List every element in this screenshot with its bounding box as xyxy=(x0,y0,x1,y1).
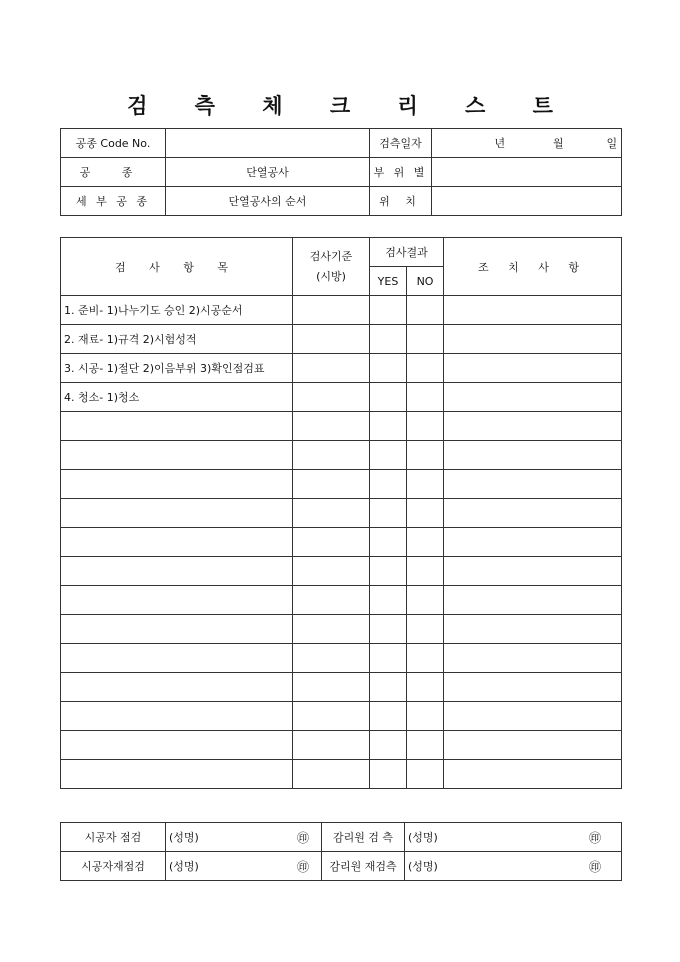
row-standard[interactable] xyxy=(293,499,370,528)
row-item[interactable] xyxy=(61,673,293,702)
row-yes-checkbox[interactable] xyxy=(370,441,407,470)
supervisor-recheck-label: 감리원 재검측 xyxy=(322,852,405,881)
contractor-recheck-name[interactable]: (성명) xyxy=(166,852,266,881)
row-action[interactable] xyxy=(444,528,622,557)
row-item[interactable] xyxy=(61,412,293,441)
row-no-checkbox[interactable] xyxy=(407,499,444,528)
row-no-checkbox[interactable] xyxy=(407,383,444,412)
row-standard[interactable] xyxy=(293,470,370,499)
contractor-check-label: 시공자 점검 xyxy=(61,823,166,852)
detail-label: 세 부 공 종 xyxy=(61,187,166,216)
row-yes-checkbox[interactable] xyxy=(370,354,407,383)
col-yes-header: YES xyxy=(370,267,407,296)
row-no-checkbox[interactable] xyxy=(407,441,444,470)
inspection-rows xyxy=(61,296,622,789)
row-yes-checkbox[interactable] xyxy=(370,499,407,528)
table-row xyxy=(61,673,622,702)
row-yes-checkbox[interactable] xyxy=(370,470,407,499)
row-standard[interactable] xyxy=(293,296,370,325)
part-label: 부 위 별 xyxy=(370,158,432,187)
supervisor-recheck-name[interactable]: (성명) xyxy=(405,852,505,881)
row-item[interactable]: 4. 청소- 1)청소 xyxy=(61,383,293,412)
row-no-checkbox[interactable] xyxy=(407,412,444,441)
row-item[interactable]: 2. 재료- 1)규격 2)시험성적 xyxy=(61,325,293,354)
table-row xyxy=(61,528,622,557)
row-item[interactable] xyxy=(61,470,293,499)
table-row xyxy=(61,412,622,441)
row-yes-checkbox[interactable] xyxy=(370,412,407,441)
table-row xyxy=(61,760,622,789)
row-action[interactable] xyxy=(444,470,622,499)
row-yes-checkbox[interactable] xyxy=(370,615,407,644)
row-yes-checkbox[interactable] xyxy=(370,383,407,412)
row-standard[interactable] xyxy=(293,441,370,470)
row-standard[interactable] xyxy=(293,731,370,760)
row-yes-checkbox[interactable] xyxy=(370,760,407,789)
row-no-checkbox[interactable] xyxy=(407,325,444,354)
row-no-checkbox[interactable] xyxy=(407,470,444,499)
row-item[interactable] xyxy=(61,731,293,760)
table-row xyxy=(61,441,622,470)
row-action[interactable] xyxy=(444,760,622,789)
row-action[interactable] xyxy=(444,673,622,702)
row-action[interactable] xyxy=(444,615,622,644)
row-standard[interactable] xyxy=(293,383,370,412)
row-yes-checkbox[interactable] xyxy=(370,557,407,586)
col-standard-line1: 검사기준 xyxy=(309,249,353,263)
table-row xyxy=(61,383,622,412)
row-yes-checkbox[interactable] xyxy=(370,586,407,615)
supervisor-check-name[interactable]: (성명) xyxy=(405,823,505,852)
signature-table xyxy=(60,822,622,881)
row-action[interactable] xyxy=(444,586,622,615)
table-row xyxy=(61,499,622,528)
row-yes-checkbox[interactable] xyxy=(370,528,407,557)
table-row xyxy=(61,731,622,760)
row-action[interactable] xyxy=(444,325,622,354)
contractor-check-name[interactable]: (성명) xyxy=(166,823,266,852)
date-day-label: 일 xyxy=(606,137,618,150)
row-action[interactable] xyxy=(444,354,622,383)
header-table xyxy=(60,128,622,216)
row-yes-checkbox[interactable] xyxy=(370,325,407,354)
row-item[interactable] xyxy=(61,528,293,557)
row-item[interactable] xyxy=(61,499,293,528)
row-action[interactable] xyxy=(444,644,622,673)
row-action[interactable] xyxy=(444,383,622,412)
col-no-header: NO xyxy=(407,267,444,296)
row-standard[interactable] xyxy=(293,615,370,644)
code-label: 공종 Code No. xyxy=(61,129,166,158)
table-row xyxy=(61,586,622,615)
row-standard[interactable] xyxy=(293,557,370,586)
row-action[interactable] xyxy=(444,412,622,441)
row-standard[interactable] xyxy=(293,412,370,441)
row-no-checkbox[interactable] xyxy=(407,702,444,731)
supervisor-check-seal-icon: ㊞ xyxy=(505,823,622,852)
table-row xyxy=(61,296,622,325)
row-action[interactable] xyxy=(444,702,622,731)
location-field[interactable] xyxy=(432,187,622,216)
row-action[interactable] xyxy=(444,296,622,325)
row-yes-checkbox[interactable] xyxy=(370,673,407,702)
col-result-header: 검사결과 xyxy=(370,238,444,267)
row-standard[interactable] xyxy=(293,644,370,673)
row-no-checkbox[interactable] xyxy=(407,354,444,383)
row-item[interactable] xyxy=(61,441,293,470)
date-label: 검측일자 xyxy=(370,129,432,158)
date-year-label: 년 xyxy=(494,137,506,150)
row-standard[interactable] xyxy=(293,760,370,789)
row-item[interactable]: 1. 준비- 1)나누기도 승인 2)시공순서 xyxy=(61,296,293,325)
row-yes-checkbox[interactable] xyxy=(370,644,407,673)
row-action[interactable] xyxy=(444,499,622,528)
row-standard[interactable] xyxy=(293,528,370,557)
col-standard-header xyxy=(293,238,370,296)
row-item[interactable] xyxy=(61,702,293,731)
page-title: 검 측 체 크 리 스 트 xyxy=(127,93,573,118)
col-item-header: 검 사 항 목 xyxy=(61,238,293,296)
row-standard[interactable] xyxy=(293,702,370,731)
col-action-header: 조 치 사 항 xyxy=(444,238,622,296)
row-action[interactable] xyxy=(444,557,622,586)
row-no-checkbox[interactable] xyxy=(407,557,444,586)
row-standard[interactable] xyxy=(293,325,370,354)
row-no-checkbox[interactable] xyxy=(407,644,444,673)
row-no-checkbox[interactable] xyxy=(407,296,444,325)
row-action[interactable] xyxy=(444,731,622,760)
date-field[interactable] xyxy=(432,129,622,158)
work-type-label: 공 종 xyxy=(61,158,166,187)
table-row xyxy=(61,557,622,586)
table-row xyxy=(61,644,622,673)
row-action[interactable] xyxy=(444,441,622,470)
contractor-recheck-seal-icon: ㊞ xyxy=(266,852,322,881)
date-month-label: 월 xyxy=(553,137,564,150)
table-row xyxy=(61,470,622,499)
table-row xyxy=(61,702,622,731)
row-no-checkbox[interactable] xyxy=(407,528,444,557)
row-yes-checkbox[interactable] xyxy=(370,296,407,325)
supervisor-check-label: 감리원 검 측 xyxy=(322,823,405,852)
detail-value[interactable]: 단열공사의 순서 xyxy=(166,187,370,216)
row-yes-checkbox[interactable] xyxy=(370,702,407,731)
row-item[interactable] xyxy=(61,557,293,586)
work-type-value[interactable]: 단열공사 xyxy=(166,158,370,187)
row-yes-checkbox[interactable] xyxy=(370,731,407,760)
row-no-checkbox[interactable] xyxy=(407,673,444,702)
row-no-checkbox[interactable] xyxy=(407,586,444,615)
inspection-table xyxy=(60,237,622,789)
part-field[interactable] xyxy=(432,158,622,187)
row-item[interactable]: 3. 시공- 1)절단 2)이음부위 3)확인점검표 xyxy=(61,354,293,383)
row-item[interactable] xyxy=(61,586,293,615)
location-label: 위 치 xyxy=(370,187,432,216)
row-standard[interactable] xyxy=(293,586,370,615)
table-row xyxy=(61,325,622,354)
col-standard-line2: (시방) xyxy=(316,269,346,283)
contractor-check-seal-icon: ㊞ xyxy=(266,823,322,852)
table-row xyxy=(61,354,622,383)
row-standard[interactable] xyxy=(293,354,370,383)
row-no-checkbox[interactable] xyxy=(407,731,444,760)
row-standard[interactable] xyxy=(293,673,370,702)
code-field[interactable] xyxy=(166,129,370,158)
row-no-checkbox[interactable] xyxy=(407,760,444,789)
row-item[interactable] xyxy=(61,615,293,644)
row-item[interactable] xyxy=(61,644,293,673)
contractor-recheck-label: 시공자재점검 xyxy=(61,852,166,881)
row-no-checkbox[interactable] xyxy=(407,615,444,644)
table-row xyxy=(61,615,622,644)
supervisor-recheck-seal-icon: ㊞ xyxy=(505,852,622,881)
row-item[interactable] xyxy=(61,760,293,789)
